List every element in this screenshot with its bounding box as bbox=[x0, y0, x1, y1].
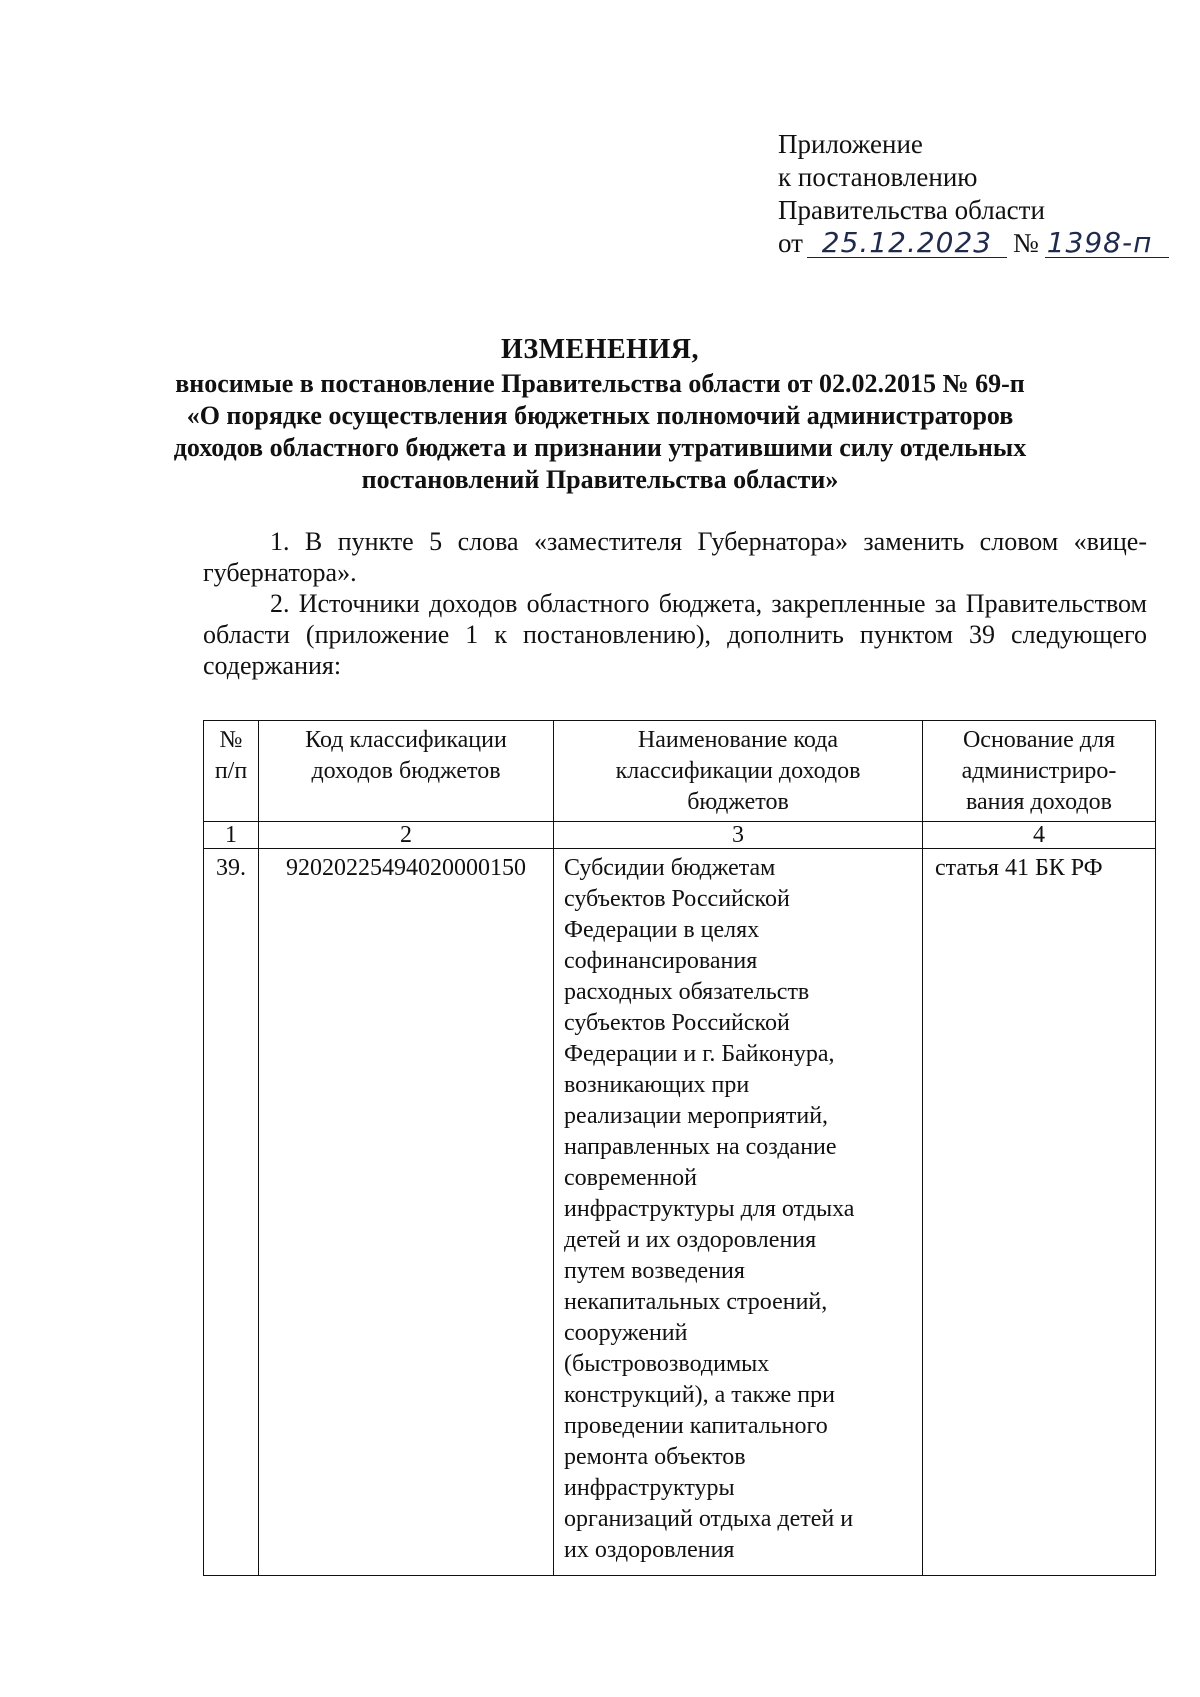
title-line-4: постановлений Правительства области» bbox=[361, 465, 839, 494]
name-line: инфраструктуры bbox=[564, 1475, 735, 1501]
name-line: расходных обязательств bbox=[564, 979, 810, 1005]
name-line: (быстровозводимых bbox=[564, 1351, 770, 1377]
document-body bbox=[203, 526, 1147, 681]
index-cell: 1 bbox=[204, 822, 259, 849]
row-code-cell: 92020225494020000150 bbox=[259, 849, 554, 1576]
title-heading: ИЗМЕНЕНИЯ, bbox=[501, 334, 699, 365]
name-line: их оздоровления bbox=[564, 1537, 735, 1563]
header-cell-basis: Основание для администриро- вания доходов bbox=[923, 721, 1156, 822]
name-line: реализации мероприятий, bbox=[564, 1103, 829, 1129]
table-header-row bbox=[204, 721, 1156, 822]
row-name-cell bbox=[554, 849, 923, 1576]
name-line: современной bbox=[564, 1165, 698, 1191]
name-line: конструкций), а также при bbox=[564, 1382, 835, 1408]
index-cell: 2 bbox=[259, 822, 554, 849]
name-line: Федерации и г. Байконура, bbox=[564, 1041, 835, 1067]
name-line: путем возведения bbox=[564, 1258, 745, 1284]
name-line: ремонта объектов bbox=[564, 1444, 746, 1470]
name-line: направленных на создание bbox=[564, 1134, 837, 1160]
name-line: организаций отдыха детей и bbox=[564, 1506, 854, 1532]
header-cell-code: Код классификации доходов бюджетов bbox=[259, 721, 554, 822]
name-line: Субсидии бюджетам bbox=[564, 855, 776, 881]
handwritten-date: 25.12.2023 bbox=[807, 229, 1007, 258]
name-line: софинансирования bbox=[564, 948, 758, 974]
name-line: Федерации в целях bbox=[564, 917, 760, 943]
document-title bbox=[150, 332, 1050, 496]
title-line-1: вносимые в постановление Правительства области от 02.02.2015 № 69-п bbox=[175, 369, 1025, 398]
name-line: проведении капитального bbox=[564, 1413, 828, 1439]
name-line: инфраструктуры для отдыха bbox=[564, 1196, 855, 1222]
title-line-3: доходов областного бюджета и признании утратившими силу отдельных bbox=[173, 433, 1027, 462]
attachment-line-3: Правительства области bbox=[778, 195, 1045, 225]
paragraph-2: 2. Источники доходов областного бюджета, закрепленные за Правительством области (приложение 1 к постановлению), дополнить пунктом 39 следующего содержания: bbox=[203, 589, 1147, 680]
number-prefix: № bbox=[1012, 228, 1039, 258]
table-index-row bbox=[204, 822, 1156, 849]
attachment-date-line bbox=[778, 227, 1169, 260]
attachment-line-2: к постановлению bbox=[778, 162, 978, 192]
name-line: некапитальных строений, bbox=[564, 1289, 828, 1315]
name-line: детей и их оздоровления bbox=[564, 1227, 817, 1253]
header-cell-name: Наименование кода классификации доходов бюджетов bbox=[554, 721, 923, 822]
handwritten-number: 1398-п bbox=[1045, 229, 1169, 258]
revenue-sources-table bbox=[203, 720, 1156, 1576]
name-line: субъектов Российской bbox=[564, 886, 790, 912]
attachment-block bbox=[778, 128, 1169, 260]
date-prefix: от bbox=[778, 228, 803, 258]
name-line: возникающих при bbox=[564, 1072, 750, 1098]
name-line: сооружений bbox=[564, 1320, 688, 1346]
index-cell: 3 bbox=[554, 822, 923, 849]
header-cell-number: № п/п bbox=[204, 721, 259, 822]
table-row bbox=[204, 849, 1156, 1576]
index-cell: 4 bbox=[923, 822, 1156, 849]
name-line: субъектов Российской bbox=[564, 1010, 790, 1036]
title-line-2: «О порядке осуществления бюджетных полномочий администраторов bbox=[186, 401, 1014, 430]
row-number-cell: 39. bbox=[204, 849, 259, 1576]
row-basis-cell: статья 41 БК РФ bbox=[923, 849, 1156, 1576]
attachment-line-1: Приложение bbox=[778, 129, 923, 159]
paragraph-1: 1. В пункте 5 слова «заместителя Губернатора» заменить словом «вице-губернатора». bbox=[203, 527, 1147, 587]
